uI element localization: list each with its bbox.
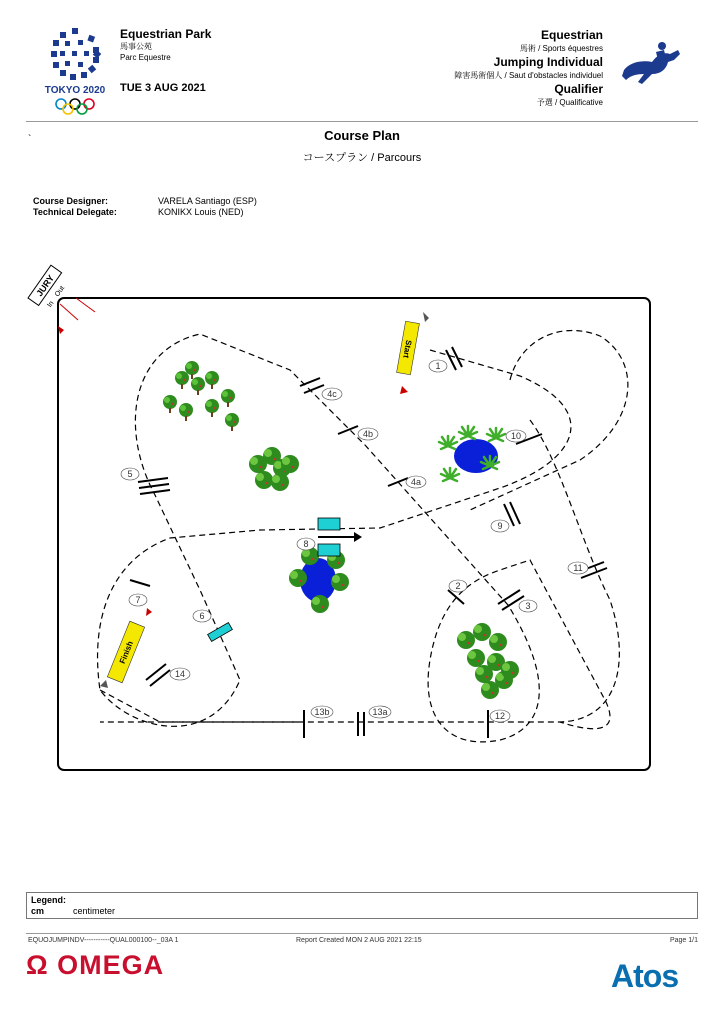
legend-heading: Legend:: [31, 895, 66, 905]
fence-label: [297, 538, 315, 550]
sport-name: Equestrian: [540, 28, 603, 42]
fence-label: [322, 388, 342, 400]
svg-text:4c: 4c: [327, 389, 337, 399]
fence-label: [429, 360, 447, 372]
fence-label: [193, 610, 211, 622]
venue-name-en: Equestrian Park: [120, 27, 212, 41]
legend-box: [26, 892, 698, 919]
fence-label: [121, 468, 139, 480]
finish-label: Finish: [117, 639, 135, 665]
document-title: Course Plan: [324, 128, 400, 143]
course-plan: [20, 260, 660, 780]
officials-list: [33, 196, 257, 218]
fence-label: [519, 600, 537, 612]
sport-name-ja-fr: 馬術 / Sports équestres: [519, 44, 603, 53]
venue-block: [120, 27, 211, 63]
event-date: TUE 3 AUG 2021: [120, 82, 206, 94]
fence-label: [490, 710, 510, 722]
report-created: Report Created MON 2 AUG 2021 22:15: [296, 937, 422, 944]
official-row: [33, 196, 257, 207]
svg-text:4a: 4a: [410, 477, 422, 487]
official-role: Course Designer:: [33, 196, 109, 206]
fence-label: [506, 430, 526, 442]
official-row: [33, 207, 244, 218]
in-label: In: [46, 300, 56, 309]
svg-text:11: 11: [573, 563, 583, 573]
header-rule: [26, 121, 698, 122]
svg-text:12: 12: [494, 711, 506, 721]
start-label: Start: [401, 339, 414, 359]
fence-label: [449, 580, 467, 592]
svg-text:10: 10: [510, 431, 522, 441]
tokyo-2020-text: TOKYO 2020: [44, 85, 106, 96]
svg-text:4b: 4b: [362, 429, 374, 439]
fence-label: [491, 520, 509, 532]
svg-text:13b: 13b: [314, 707, 330, 717]
venue-name-ja: 馬事公苑: [120, 42, 152, 51]
legend-definition: centimeter: [73, 906, 116, 916]
jury-label: JURY: [34, 273, 57, 299]
svg-text:9: 9: [497, 521, 503, 531]
atos-logo: Atos: [611, 958, 679, 994]
official-name: VARELA Santiago (ESP): [158, 196, 257, 206]
svg-text:1: 1: [435, 361, 441, 371]
official-name: KONIKX Louis (NED): [158, 207, 244, 217]
svg-text:6: 6: [199, 611, 205, 621]
fence-label: [170, 668, 190, 680]
tick-mark: `: [28, 134, 32, 145]
equestrian-pictogram-icon: [620, 40, 682, 90]
fence-label: [129, 594, 147, 606]
svg-text:8: 8: [303, 539, 309, 549]
document-code: EQUOJUMPINDV-----------QUAL000100--_03A 1: [28, 937, 179, 944]
document-subtitle: コースプラン / Parcours: [302, 152, 422, 164]
event-name: Jumping Individual: [493, 55, 603, 69]
event-name-ja-fr: 障害馬術個人 / Saut d'obstacles individuel: [454, 71, 603, 80]
fence-label: [406, 476, 426, 488]
event-block: [454, 27, 603, 108]
svg-text:2: 2: [455, 581, 461, 591]
svg-text:13a: 13a: [372, 707, 388, 717]
footer-rule: [26, 933, 698, 934]
official-role: Technical Delegate:: [33, 207, 117, 217]
fence-label: [358, 428, 378, 440]
omega-logo: Ω OMEGA: [26, 950, 165, 980]
fence-label: [369, 706, 391, 718]
phase-name-ja-fr: 予選 / Qualificative: [536, 98, 603, 107]
phase-name: Qualifier: [554, 82, 603, 96]
page-number: Page 1/1: [669, 937, 698, 944]
fence-label: [568, 562, 588, 574]
svg-text:14: 14: [174, 669, 186, 679]
svg-text:7: 7: [135, 595, 141, 605]
venue-name-fr: Parc Equestre: [120, 53, 171, 62]
tokyo-2020-emblem: [40, 24, 110, 116]
fence-label: [311, 706, 333, 718]
legend-abbreviation: cm: [31, 906, 45, 916]
svg-text:5: 5: [127, 469, 133, 479]
out-label: Out: [53, 284, 67, 299]
svg-text:3: 3: [525, 601, 531, 611]
